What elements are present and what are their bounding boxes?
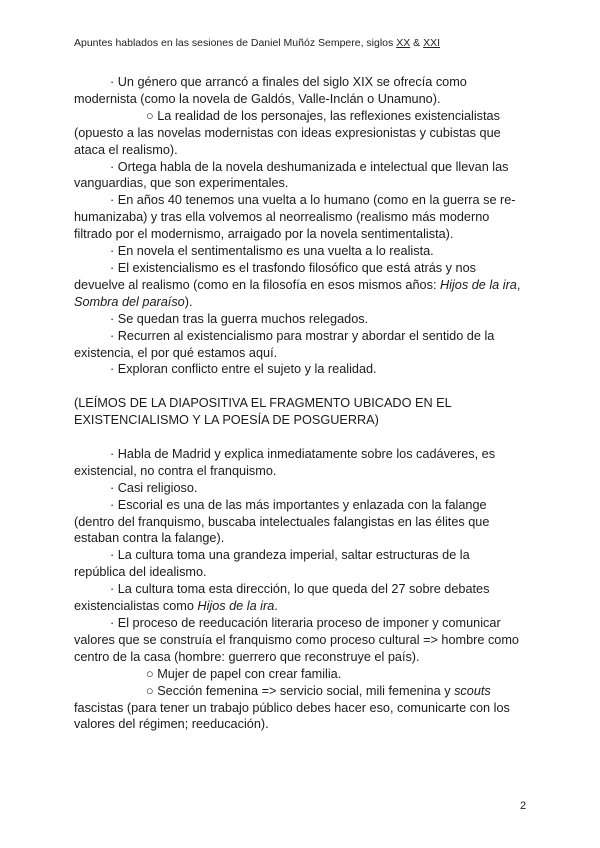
- sub-bullet-item: [74, 108, 524, 159]
- bullet-item: [74, 192, 524, 243]
- header-separator: &: [410, 37, 424, 49]
- bullet-text: ○ La realidad de los personajes, las reflexiones existencialistas (opuesto a las novelas modernistas con ideas expresionistas y cubistas que ataca el realismo).: [74, 108, 501, 157]
- bullet-text: · El existencialismo es el trasfondo filosófico que está atrás y nos devuelve al realismo (como en la filosofía en esos mismos años:: [74, 260, 476, 292]
- bullet-text: ).: [184, 294, 193, 309]
- sub-bullet-item: [74, 683, 524, 734]
- italic-title: Sombra del paraíso: [74, 294, 185, 309]
- bullet-item: [74, 547, 524, 581]
- notes-section-1: [74, 74, 524, 378]
- bullet-text: · Recurren al existencialismo para mostrar y abordar el sentido de la existencia, el por qué estamos aquí.: [74, 328, 495, 360]
- bullet-text: · La cultura toma esta dirección, lo que queda del 27 sobre debates existencialistas como: [74, 582, 490, 614]
- header-century-xx: XX: [396, 37, 411, 49]
- bullet-text: · Casi religioso.: [110, 480, 198, 495]
- bullet-item: [74, 159, 524, 193]
- page-header: [74, 37, 440, 49]
- bullet-item: [74, 615, 524, 666]
- italic-title: scouts: [454, 683, 491, 698]
- bullet-text: · El proceso de reeducación literaria proceso de imponer y comunicar valores que se construía el franquismo como proceso cultural => hombre como centro de la casa (hombre: guerrero que reconstruye el país).: [74, 615, 519, 664]
- bullet-text: · En años 40 tenemos una vuelta a lo humano (como en la guerra se re-humanizaba) y tras ella volvemos al neorrealismo (realismo más moderno filtrado por el modernismo, arraigado por la novela sentimentalista).: [74, 193, 516, 242]
- bullet-text: ○ Mujer de papel con crear familia.: [146, 666, 342, 681]
- bullet-text: · En novela el sentimentalismo es una vuelta a lo realista.: [110, 244, 434, 259]
- notes-section-2: [74, 446, 524, 733]
- bullet-text: · Escorial es una de las más importantes y enlazada con la falange (dentro del franquismo, buscaba intelectuales falangistas en las élites que estaban contra la falange).: [74, 497, 490, 546]
- bullet-item: [74, 361, 524, 378]
- bullet-item: [74, 311, 524, 328]
- bullet-text: fascistas (para tener un trabajo público debes hacer eso, comunicarte con los valores del régimen; reeducación).: [74, 700, 510, 732]
- bullet-text: · La cultura toma una grandeza imperial, saltar estructuras de la república del idealismo.: [74, 548, 470, 580]
- slide-heading: (LEÍMOS DE LA DIAPOSITIVA EL FRAGMENTO UBICADO EN EL EXISTENCIALISMO Y LA POESÍA DE POSGUERRA): [74, 396, 452, 428]
- bullet-text: · Ortega habla de la novela deshumanizada e intelectual que llevan las vanguardias, que son experimentales.: [74, 159, 509, 191]
- bullet-text: ○ Sección femenina => servicio social, mili femenina y: [146, 683, 455, 698]
- bullet-item: [74, 328, 524, 362]
- bullet-text: .: [274, 599, 278, 614]
- bullet-item: [74, 581, 524, 615]
- bullet-item: [74, 480, 524, 497]
- italic-title: Hijos de la ira: [197, 599, 275, 614]
- page-number: 2: [520, 800, 527, 812]
- bullet-item: [74, 497, 524, 548]
- bullet-text: · Un género que arrancó a finales del siglo XIX se ofrecía como modernista (como la novela de Galdós, Valle-Inclán o Unamuno).: [74, 75, 467, 106]
- italic-title: Hijos de la ira: [440, 277, 517, 292]
- bullet-text: ,: [516, 277, 521, 292]
- header-prefix: Apuntes hablados en las sesiones de Daniel Muñóz Sempere, siglos: [74, 37, 397, 49]
- bullet-text: · Se quedan tras la guerra muchos relegados.: [110, 311, 369, 326]
- bullet-text: · Habla de Madrid y explica inmediatamente sobre los cadáveres, es existencial, no contra el franquismo.: [74, 446, 496, 478]
- document-body: [74, 74, 524, 733]
- bullet-item: [74, 446, 524, 480]
- sub-bullet-item: [74, 666, 524, 683]
- header-century-xxi: XXI: [423, 37, 440, 49]
- bullet-item: [74, 243, 524, 260]
- bullet-item: [74, 260, 524, 311]
- bullet-text: · Exploran conflicto entre el sujeto y la realidad.: [110, 362, 377, 377]
- bullet-item: [74, 74, 524, 108]
